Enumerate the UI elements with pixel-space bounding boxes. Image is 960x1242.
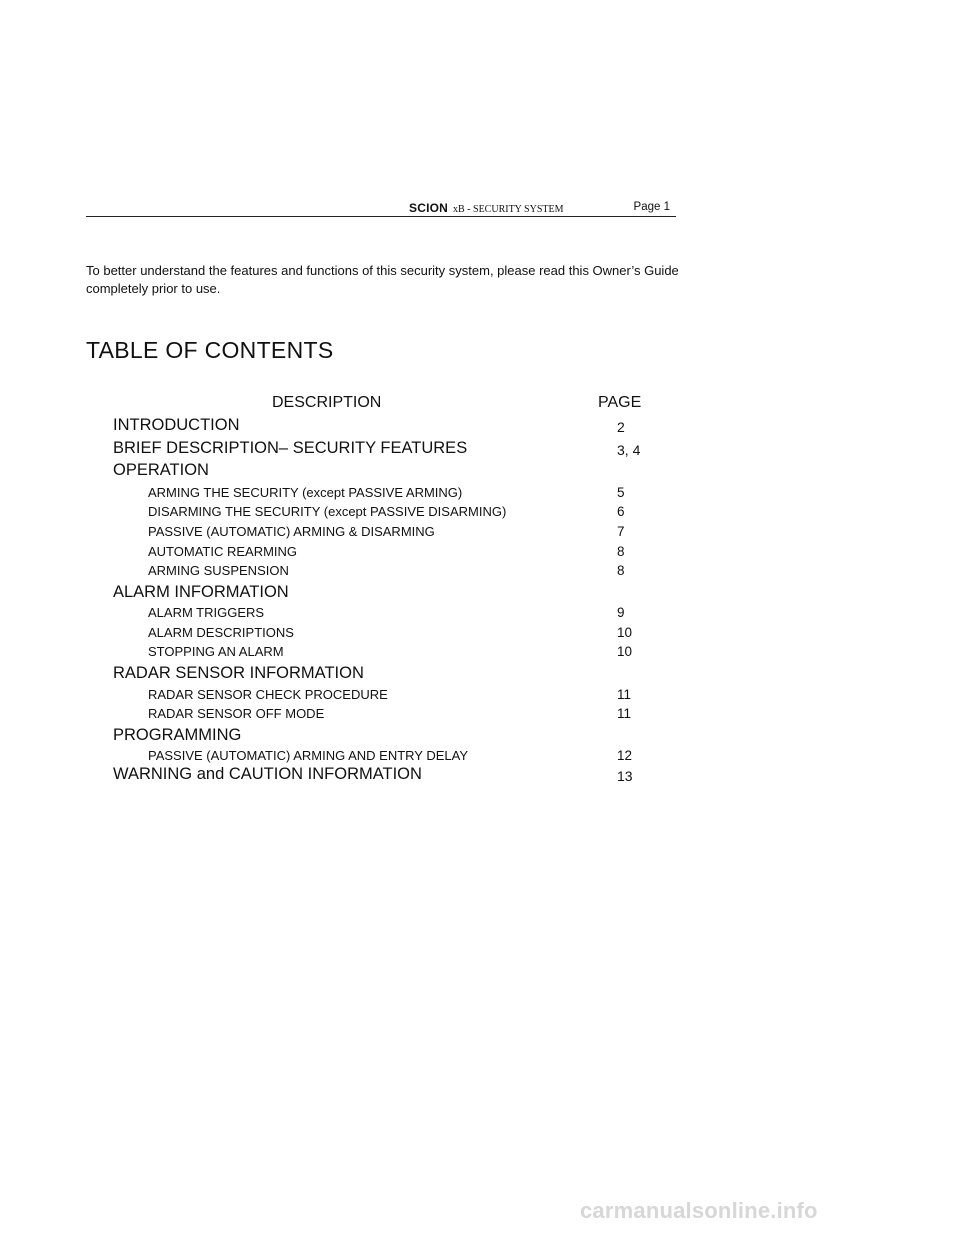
header-divider bbox=[86, 216, 676, 217]
toc-page-warning-caution: 13 bbox=[617, 768, 633, 784]
toc-entry-alarm-triggers[interactable]: ALARM TRIGGERS bbox=[148, 605, 265, 620]
toc-page-alarm-triggers: 9 bbox=[617, 605, 625, 620]
toc-entry-radar-check[interactable]: RADAR SENSOR CHECK PROCEDURE bbox=[148, 687, 388, 702]
toc-column-page: PAGE bbox=[598, 394, 642, 411]
toc-entry-radar-off-mode[interactable]: RADAR SENSOR OFF MODE bbox=[148, 706, 325, 721]
toc-section-programming[interactable]: PROGRAMMING bbox=[113, 726, 242, 744]
header-brand: SCION bbox=[409, 201, 449, 215]
toc-entry-alarm-descriptions[interactable]: ALARM DESCRIPTIONS bbox=[148, 625, 294, 640]
toc-entry-automatic-rearming[interactable]: AUTOMATIC REARMING bbox=[148, 544, 298, 559]
toc-entry-passive-arming[interactable]: PASSIVE (AUTOMATIC) ARMING & DISARMING bbox=[148, 524, 435, 539]
toc-section-alarm-information[interactable]: ALARM INFORMATION bbox=[113, 583, 289, 601]
toc-page-passive-arming: 7 bbox=[617, 524, 625, 539]
toc-page-brief-description: 3, 4 bbox=[617, 442, 641, 458]
header-model: xB - SECURITY SYSTEM bbox=[453, 204, 564, 215]
toc-entry-arming[interactable]: ARMING THE SECURITY (except PASSIVE ARMING) bbox=[148, 485, 463, 500]
toc-page-automatic-rearming: 8 bbox=[617, 544, 625, 559]
toc-section-operation[interactable]: OPERATION bbox=[113, 461, 209, 479]
toc-entry-entry-delay[interactable]: PASSIVE (AUTOMATIC) ARMING AND ENTRY DELAY bbox=[148, 748, 469, 763]
toc-page-radar-off-mode: 11 bbox=[617, 706, 632, 721]
toc-page-arming-suspension: 8 bbox=[617, 563, 625, 578]
toc-page-introduction: 2 bbox=[617, 419, 625, 435]
intro-paragraph: To better understand the features and functions of this security system, please read this Owner’s Guide completely prior to use. bbox=[86, 263, 679, 296]
toc-page-stopping-alarm: 10 bbox=[617, 644, 633, 659]
toc-page-alarm-descriptions: 10 bbox=[617, 625, 633, 640]
toc-entry-warning-caution[interactable]: WARNING and CAUTION INFORMATION bbox=[113, 765, 422, 783]
toc-entry-stopping-alarm[interactable]: STOPPING AN ALARM bbox=[148, 644, 284, 659]
toc-page-radar-check: 11 bbox=[617, 687, 632, 702]
toc-entry-disarming[interactable]: DISARMING THE SECURITY (except PASSIVE DISARMING) bbox=[148, 504, 507, 519]
watermark: carmanualsonline.info bbox=[580, 1198, 818, 1223]
header-page-number: Page 1 bbox=[633, 201, 670, 213]
toc-column-description: DESCRIPTION bbox=[272, 394, 382, 411]
toc-page-disarming: 6 bbox=[617, 504, 625, 519]
header-title bbox=[409, 201, 564, 215]
toc-entry-brief-description[interactable]: BRIEF DESCRIPTION– SECURITY FEATURES bbox=[113, 439, 468, 457]
toc-entry-arming-suspension[interactable]: ARMING SUSPENSION bbox=[148, 563, 289, 578]
toc-page-entry-delay: 12 bbox=[617, 748, 633, 763]
toc-page-arming: 5 bbox=[617, 485, 625, 500]
toc-section-radar-sensor[interactable]: RADAR SENSOR INFORMATION bbox=[113, 664, 364, 682]
toc-entry-introduction[interactable]: INTRODUCTION bbox=[113, 416, 240, 434]
toc-title: TABLE OF CONTENTS bbox=[86, 337, 334, 363]
